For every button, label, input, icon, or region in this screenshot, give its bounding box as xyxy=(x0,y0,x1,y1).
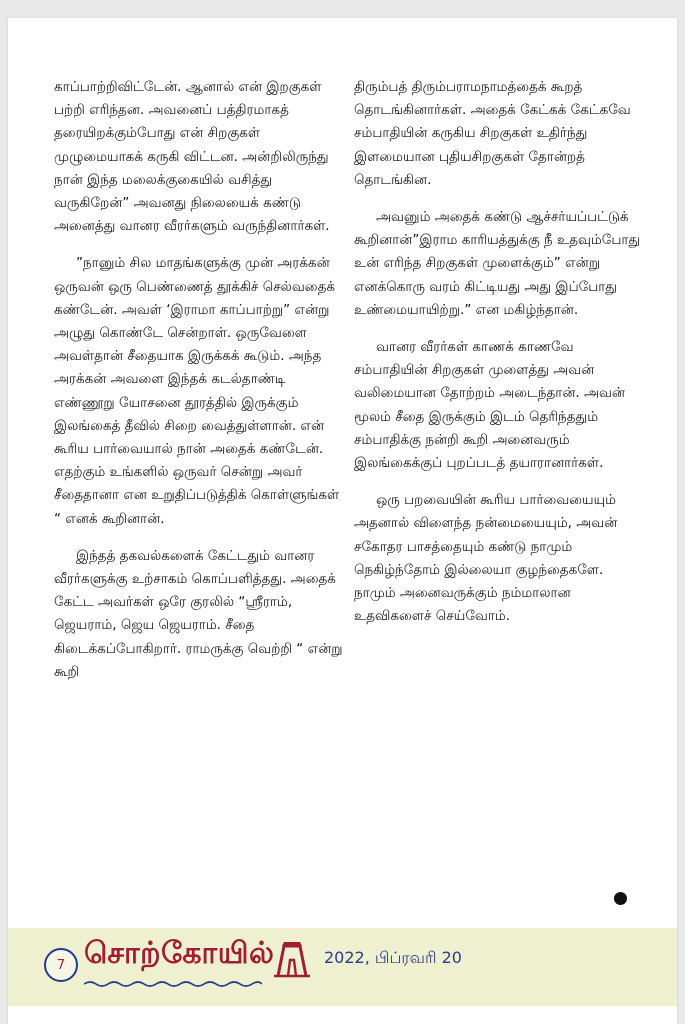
page-number-badge: 7 xyxy=(44,948,78,982)
footer-band xyxy=(8,928,677,1006)
paragraph: இந்தத் தகவல்களைக் கேட்டதும் வானர வீரர்களுக்கு உற்சாகம் கொப்பளித்தது. அதைக் கேட்ட அவர்கள் ஒரே குரலில் “ஸ்ரீராம், ஜெயராம், ஜெய ஜெயராம். சீதை கிடைக்கப்போகிறார். ராமருக்கு வெற்றி “ என்று கூறி xyxy=(54,547,343,680)
left-text-column xyxy=(54,76,344,698)
end-mark-bullet-icon xyxy=(614,892,627,905)
right-text-column xyxy=(354,76,644,642)
page-sheet xyxy=(8,18,677,1024)
paragraph: வானர வீரர்கள் காணக் காணவே சம்பாதியின் சிறகுகள் முளைத்து அவன் வலிமையான தோற்றம் அடைந்தான். அவன் மூலம் சீதை இருக்கும் இடம் தெரிந்ததும் சம்பாதிக்கு நன்றி கூறி அனைவரும் இலங்கைக்குப் புறப்படத் தயாரானார்கள். xyxy=(354,339,626,472)
paragraph: காப்பாற்றிவிட்டேன். ஆனால் என் இறகுகள் பற்றி எரிந்தன. அவனைப் பத்திரமாகத் தரையிறக்கும்போது என் சிறகுகள் முழுமையாகக் கருகி விட்டன. அன்றிலிருந்து நான் இந்த மலைக்குகையில் வசித்து வருகிறேன்” அவனது நிலையைக் கண்டு அனைத்து வானர வீரர்களும் வருந்தினார்கள். xyxy=(54,79,330,235)
paragraph: ஒரு பறவையின் கூரிய பார்வையையும் அதனால் விளைந்த நன்மையையும், அவன் சகோதர பாசத்தையும் கண்டு நாமும் நெகிழ்ந்தோம் இல்லையா குழந்தைகளே. நாமும் அனைவருக்கும் நம்மாலான உதவிகளைச் செய்வோம். xyxy=(354,492,618,625)
temple-gopuram-logo-icon xyxy=(270,938,314,978)
issue-date: 2022, பிப்ரவரி 20 xyxy=(324,948,462,967)
paragraph: திரும்பத் திரும்பராமநாமத்தைக் கூறத் தொடங்கினார்கள். அதைக் கேட்கக் கேட்கவே சம்பாதியின் கருகிய சிறகுகள் உதிர்ந்து இளமையான புதியசிறகுகள் தோன்றத் தொடங்கின. xyxy=(354,79,631,188)
magazine-brand-title: சொற்கோயில் xyxy=(84,936,275,971)
paragraph: அவனும் அதைக் கண்டு ஆச்சர்யப்பட்டுக் கூறினான்”இராம காரியத்துக்கு நீ உதவும்போது உன் எரிந்த சிறகுகள் முளைக்கும்” என்று எனக்கொரு வரம் கிட்டியது அது இப்போது உண்மையாயிற்று.” என மகிழ்ந்தான். xyxy=(354,209,641,318)
paragraph: ”நானும் சில மாதங்களுக்கு முன் அரக்கன் ஒருவன் ஒரு பெண்ணைத் தூக்கிச் செல்வதைக் கண்டேன். அவள் ‘இராமா காப்பாற்று” என்று அழுது கொண்டே சென்றாள். ஒருவேளை அவள்தான் சீதையாக இருக்கக் கூடும். அந்த அரக்கன் அவளை இந்தக் கடல்தாண்டி எண்ணூறு யோசனை தூரத்தில் இருக்கும் இலங்கைத் தீவில் சிறை வைத்துள்ளான். என் கூரிய பார்வையால் நான் அதைக் கண்டேன். எதற்கும் உங்களில் ஒருவர் சென்று அவர் சீதைதானா என உறுதிப்படுத்திக் கொள்ளுங்கள் “ எனக் கூறினான். xyxy=(54,255,340,527)
brand-wave-underline-icon xyxy=(84,980,262,988)
